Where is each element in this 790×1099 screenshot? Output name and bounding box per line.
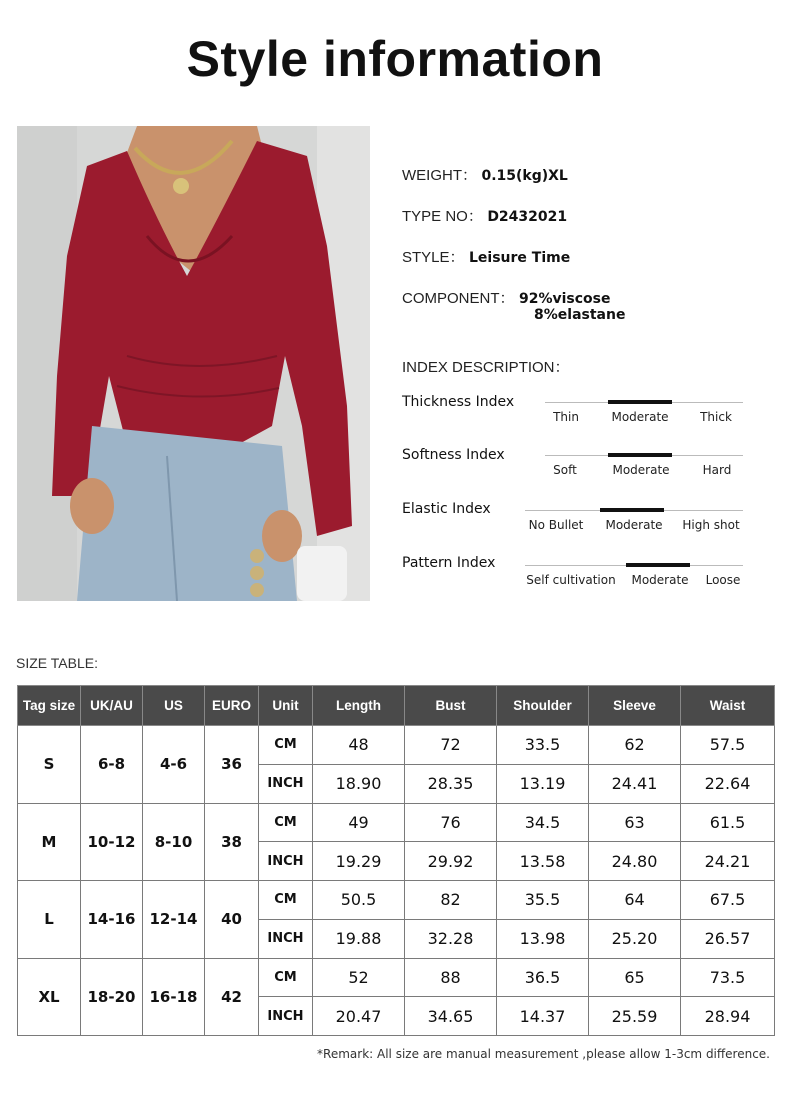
uk-au-cell: 6-8 xyxy=(81,726,143,804)
bust-cell: 28.35 xyxy=(405,764,497,803)
thickness-option-thick: Thick xyxy=(700,410,732,424)
shoulder-cell: 14.37 xyxy=(497,997,589,1036)
elastic-index-marker xyxy=(600,508,664,512)
bust-cell: 72 xyxy=(405,726,497,765)
length-cell: 50.5 xyxy=(313,881,405,920)
softness-index-marker xyxy=(608,453,672,457)
shoulder-cell: 13.19 xyxy=(497,764,589,803)
waist-cell: 24.21 xyxy=(681,842,775,881)
us-cell: 12-14 xyxy=(143,881,205,959)
size-table-label: SIZE TABLE: xyxy=(16,655,98,671)
softness-index-scale xyxy=(545,455,743,475)
waist-cell: 61.5 xyxy=(681,803,775,842)
unit-cell: INCH xyxy=(259,919,313,958)
header-length: Length xyxy=(313,686,405,726)
table-row xyxy=(18,881,775,920)
pattern-index-label: Pattern Index xyxy=(402,555,496,571)
shoulder-cell: 13.98 xyxy=(497,919,589,958)
waist-cell: 57.5 xyxy=(681,726,775,765)
tag-size-cell: XL xyxy=(18,958,81,1036)
unit-cell: CM xyxy=(259,881,313,920)
shoulder-cell: 36.5 xyxy=(497,958,589,997)
tag-size-cell: L xyxy=(18,881,81,959)
elastic-option-no-bullet: No Bullet xyxy=(528,518,584,532)
length-cell: 20.47 xyxy=(313,997,405,1036)
pattern-index-scale xyxy=(525,565,743,585)
sleeve-cell: 24.41 xyxy=(589,764,681,803)
euro-cell: 42 xyxy=(205,958,259,1036)
header-uk-au: UK/AU xyxy=(81,686,143,726)
unit-cell: CM xyxy=(259,958,313,997)
shoulder-cell: 13.58 xyxy=(497,842,589,881)
header-us: US xyxy=(143,686,205,726)
product-photo xyxy=(17,126,370,601)
tag-size-cell: M xyxy=(18,803,81,881)
elastic-index-label: Elastic Index xyxy=(402,501,491,517)
waist-cell: 28.94 xyxy=(681,997,775,1036)
component-row-2 xyxy=(534,307,625,323)
component-value-2: 8%elastane xyxy=(534,307,626,323)
euro-cell: 38 xyxy=(205,803,259,881)
elastic-option-high-shot: High shot xyxy=(682,518,740,532)
us-cell: 16-18 xyxy=(143,958,205,1036)
remark-note: *Remark: All size are manual measurement ,please allow 1-3cm difference. xyxy=(317,1047,770,1061)
length-cell: 49 xyxy=(313,803,405,842)
header-sleeve: Sleeve xyxy=(589,686,681,726)
header-shoulder: Shoulder xyxy=(497,686,589,726)
pattern-option-self-cultivation: Self cultivation xyxy=(526,573,616,587)
page-title: Style information xyxy=(186,31,604,87)
uk-au-cell: 14-16 xyxy=(81,881,143,959)
waist-cell: 73.5 xyxy=(681,958,775,997)
unit-cell: INCH xyxy=(259,997,313,1036)
unit-cell: CM xyxy=(259,803,313,842)
unit-cell: INCH xyxy=(259,764,313,803)
length-cell: 19.88 xyxy=(313,919,405,958)
bust-cell: 29.92 xyxy=(405,842,497,881)
pattern-option-loose: Loose xyxy=(705,573,741,587)
sleeve-cell: 65 xyxy=(589,958,681,997)
euro-cell: 36 xyxy=(205,726,259,804)
waist-cell: 26.57 xyxy=(681,919,775,958)
component-label: COMPONENT： xyxy=(402,290,515,307)
index-description-label: INDEX DESCRIPTION： xyxy=(402,359,570,376)
table-row xyxy=(18,726,775,765)
unit-cell: CM xyxy=(259,726,313,765)
bust-cell: 76 xyxy=(405,803,497,842)
style-row xyxy=(402,246,570,267)
length-cell: 48 xyxy=(313,726,405,765)
us-cell: 4-6 xyxy=(143,726,205,804)
length-cell: 52 xyxy=(313,958,405,997)
softness-index-label: Softness Index xyxy=(402,447,505,463)
style-label: STYLE： xyxy=(402,249,465,266)
sleeve-cell: 62 xyxy=(589,726,681,765)
bust-cell: 82 xyxy=(405,881,497,920)
thickness-index-marker xyxy=(608,400,672,404)
waist-cell: 22.64 xyxy=(681,764,775,803)
bust-cell: 32.28 xyxy=(405,919,497,958)
uk-au-cell: 18-20 xyxy=(81,958,143,1036)
softness-option-soft: Soft xyxy=(553,463,577,477)
waist-cell: 67.5 xyxy=(681,881,775,920)
thickness-option-moderate: Moderate xyxy=(611,410,669,424)
shoulder-cell: 34.5 xyxy=(497,803,589,842)
sleeve-cell: 25.59 xyxy=(589,997,681,1036)
type-label: TYPE NO： xyxy=(402,208,483,225)
pattern-index-marker xyxy=(626,563,690,567)
length-cell: 18.90 xyxy=(313,764,405,803)
shoulder-cell: 33.5 xyxy=(497,726,589,765)
softness-option-moderate: Moderate xyxy=(612,463,670,477)
shoulder-cell: 35.5 xyxy=(497,881,589,920)
sleeve-cell: 64 xyxy=(589,881,681,920)
table-row xyxy=(18,803,775,842)
sleeve-cell: 63 xyxy=(589,803,681,842)
header-unit: Unit xyxy=(259,686,313,726)
weight-row xyxy=(402,164,568,185)
component-value-1: 92%viscose xyxy=(518,291,611,307)
sleeve-cell: 24.80 xyxy=(589,842,681,881)
type-value: D2432021 xyxy=(487,209,568,225)
pattern-option-moderate: Moderate xyxy=(631,573,689,587)
elastic-option-moderate: Moderate xyxy=(605,518,663,532)
weight-label: WEIGHT： xyxy=(402,167,477,184)
elastic-index-scale xyxy=(525,510,743,530)
thickness-index-label: Thickness Index xyxy=(402,394,515,410)
unit-cell: INCH xyxy=(259,842,313,881)
header-euro: EURO xyxy=(205,686,259,726)
style-value: Leisure Time xyxy=(468,250,571,266)
uk-au-cell: 10-12 xyxy=(81,803,143,881)
bust-cell: 34.65 xyxy=(405,997,497,1036)
header-tag-size: Tag size xyxy=(18,686,81,726)
length-cell: 19.29 xyxy=(313,842,405,881)
header-bust: Bust xyxy=(405,686,497,726)
thickness-option-thin: Thin xyxy=(553,410,579,424)
thickness-index-scale xyxy=(545,402,743,422)
index-description-row xyxy=(402,356,570,377)
weight-value: 0.15(kg)XL xyxy=(481,168,568,184)
type-row xyxy=(402,205,567,226)
us-cell: 8-10 xyxy=(143,803,205,881)
header-waist: Waist xyxy=(681,686,775,726)
euro-cell: 40 xyxy=(205,881,259,959)
size-table xyxy=(17,685,775,1036)
table-header-row xyxy=(18,686,775,726)
softness-option-hard: Hard xyxy=(702,463,732,477)
sleeve-cell: 25.20 xyxy=(589,919,681,958)
table-row xyxy=(18,958,775,997)
tag-size-cell: S xyxy=(18,726,81,804)
component-row xyxy=(402,287,610,308)
bust-cell: 88 xyxy=(405,958,497,997)
